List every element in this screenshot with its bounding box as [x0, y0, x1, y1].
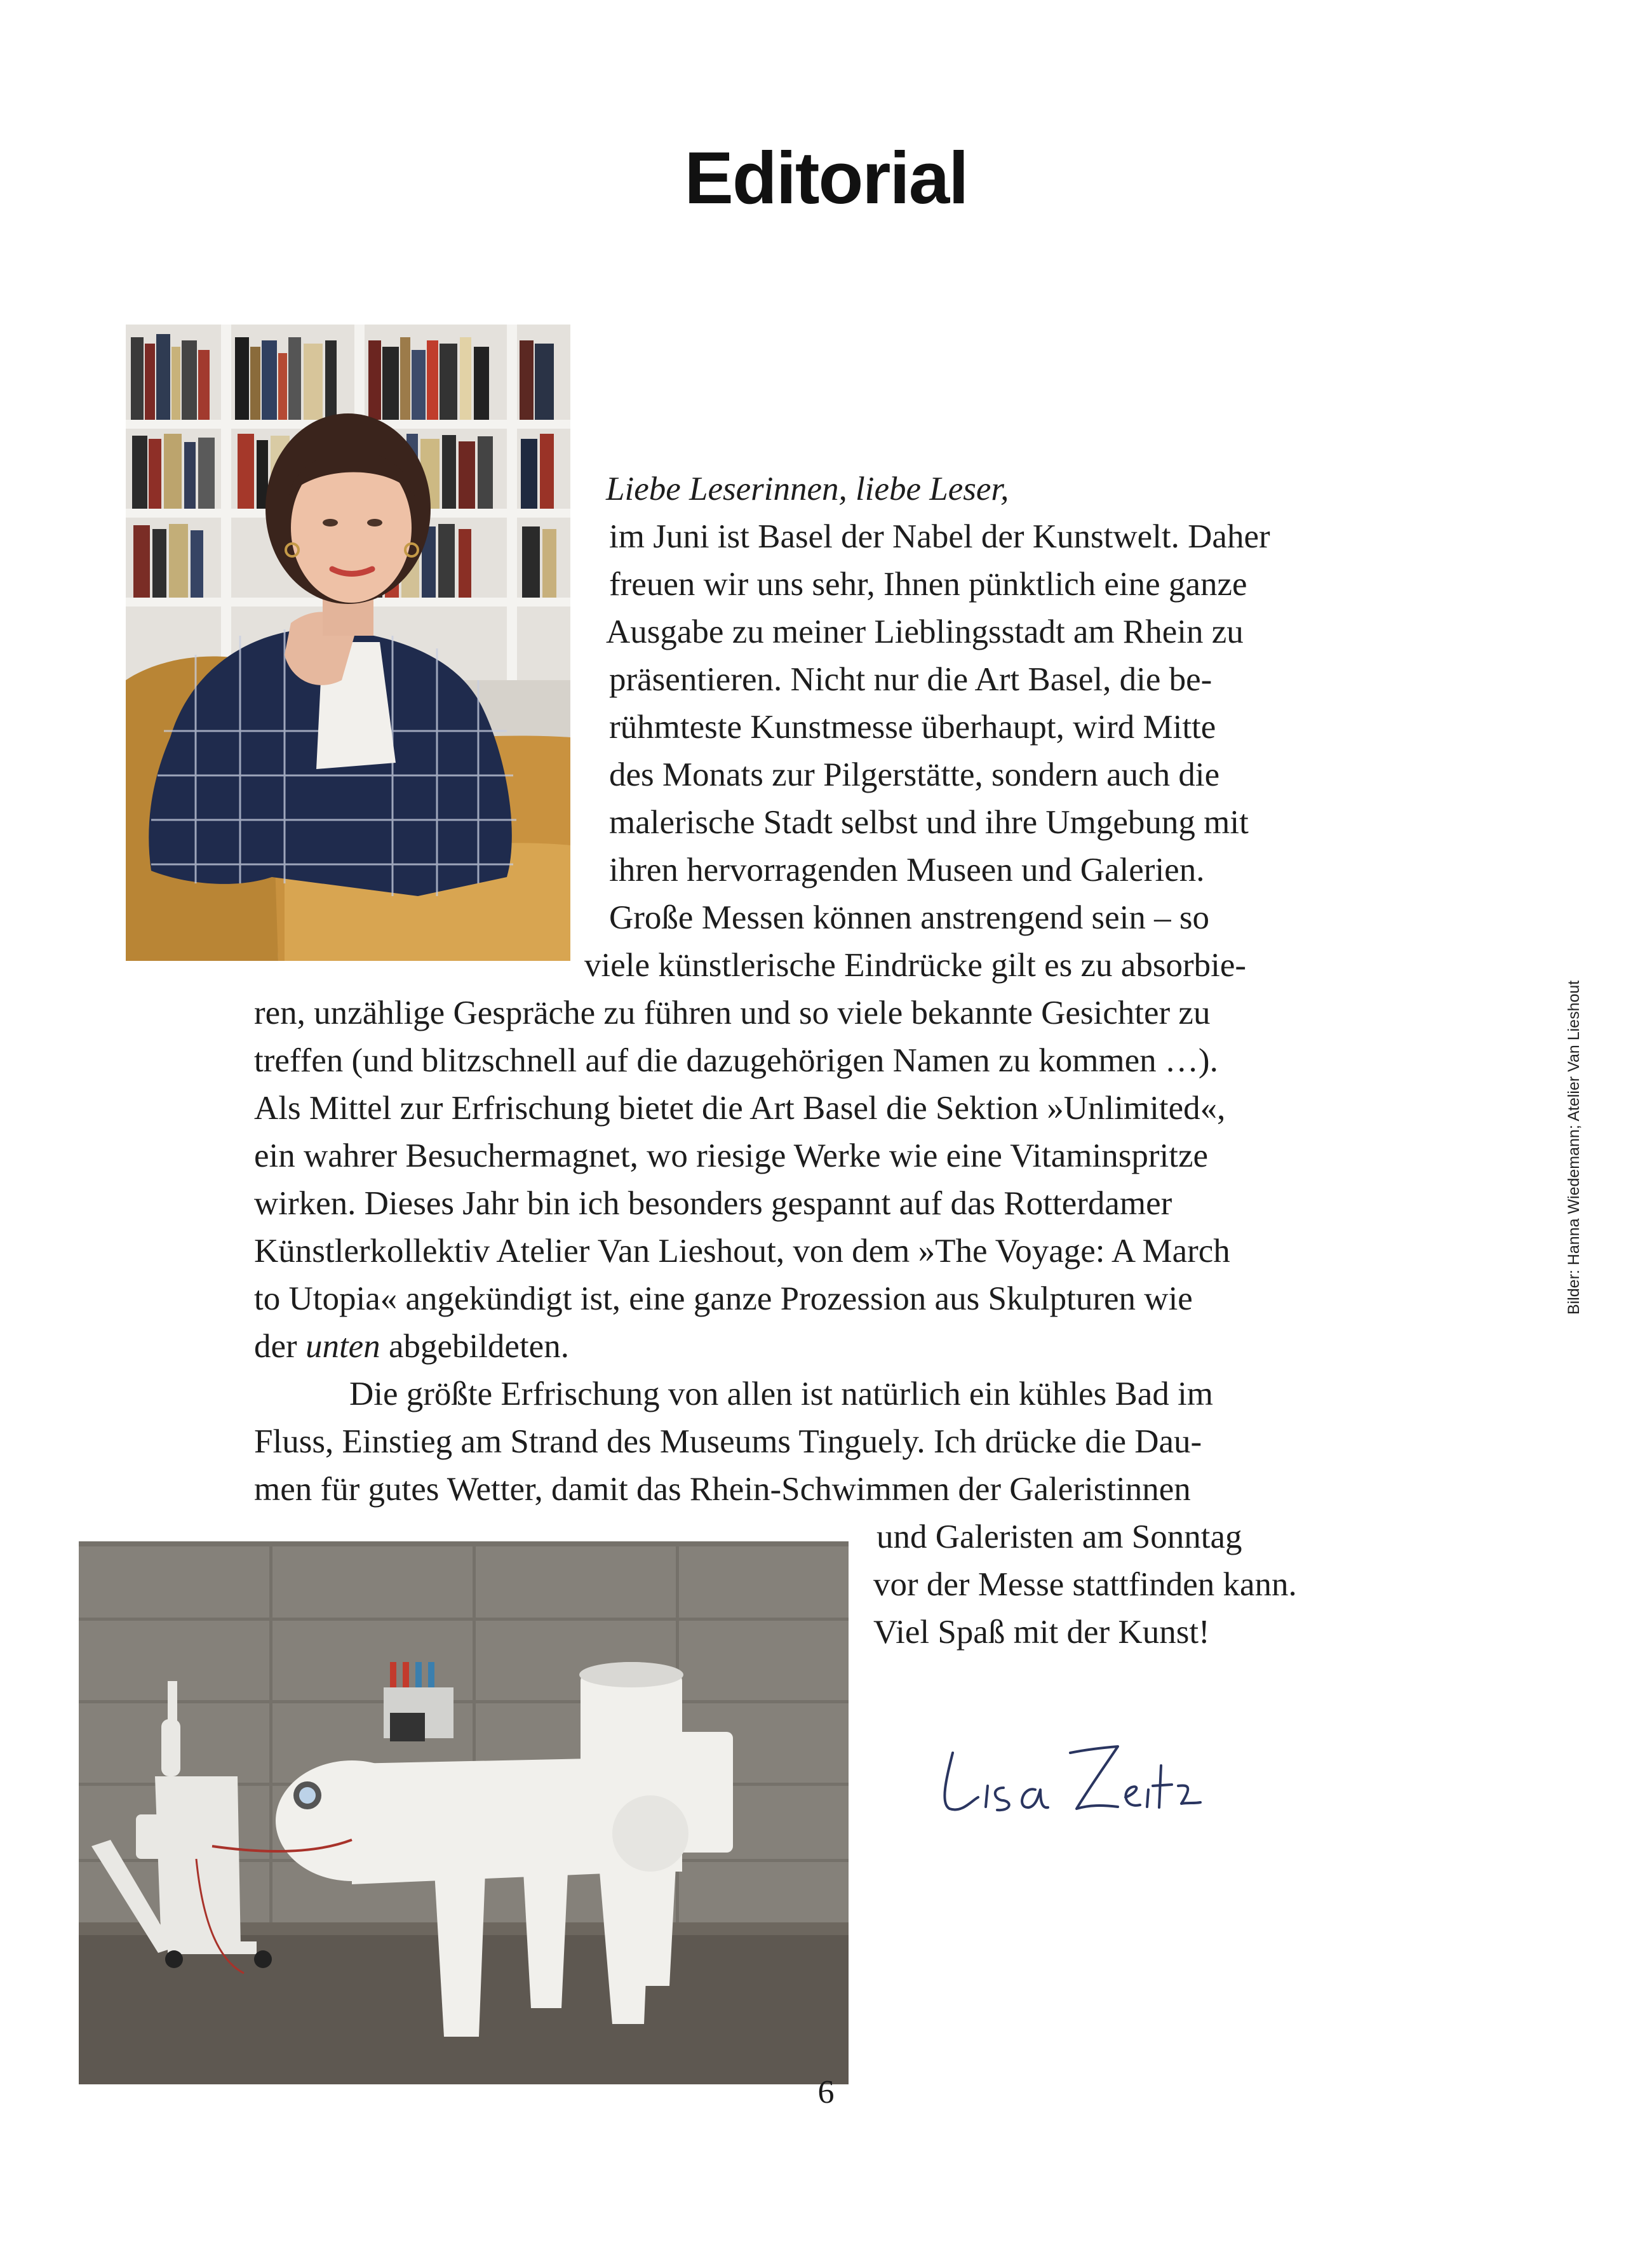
author-portrait-photo — [126, 325, 570, 961]
text-line: Große Messen können anstrengend sein – so — [609, 899, 1209, 936]
photo-credit: Bilder: Hanna Wiedemann; Atelier Van Lieshout — [1565, 980, 1583, 1315]
text-line: im Juni ist Basel der Nabel der Kunstwelt. Daher — [609, 518, 1270, 555]
text-line: viele künstlerische Eindrücke gilt es zu absorbie- — [584, 947, 1246, 984]
text-line: Ausgabe zu meiner Lieblingsstadt am Rhein zu — [606, 613, 1244, 650]
text-line: wirken. Dieses Jahr bin ich besonders gespannt auf das Rotterdamer — [254, 1185, 1172, 1222]
page-title: Editorial — [684, 137, 968, 219]
text-line: men für gutes Wetter, damit das Rhein-Schwimmen der Galeristinnen — [254, 1471, 1191, 1508]
text-line: vor der Messe stattfinden kann. — [873, 1566, 1297, 1603]
text-line: und Galeristen am Sonntag — [876, 1518, 1242, 1555]
sculpture-photo — [79, 1541, 849, 2084]
text-line: des Monats zur Pilgerstätte, sondern auch die — [609, 756, 1220, 793]
text-line: Künstlerkollektiv Atelier Van Lieshout, von dem »The Voyage: A March — [254, 1233, 1230, 1270]
text-line: Als Mittel zur Erfrischung bietet die Art Basel die Sektion »Unlimited«, — [254, 1090, 1226, 1127]
text-line: rühmteste Kunstmesse überhaupt, wird Mitte — [609, 709, 1216, 746]
salutation: Liebe Leserinnen, liebe Leser, — [606, 471, 1009, 507]
text-line: ein wahrer Besuchermagnet, wo riesige Werke wie eine Vitaminspritze — [254, 1137, 1209, 1174]
text-line: ren, unzählige Gespräche zu führen und so viele bekannte Gesichter zu — [254, 995, 1211, 1031]
text-line: Viel Spaß mit der Kunst! — [873, 1614, 1210, 1651]
text-line: malerische Stadt selbst und ihre Umgebung mit — [609, 804, 1249, 841]
text-line: Fluss, Einstieg am Strand des Museums Tinguely. Ich drücke die Dau- — [254, 1423, 1202, 1460]
text-line: präsentieren. Nicht nur die Art Basel, die be- — [609, 661, 1212, 698]
text-line-with-emphasis — [254, 1323, 569, 1371]
text-fragment: abgebildeten. — [388, 1328, 569, 1365]
text-line: treffen (und blitzschnell auf die dazugehörigen Namen zu kommen …). — [254, 1042, 1218, 1079]
page-number: 6 — [817, 2074, 835, 2110]
emphasized-word: unten — [305, 1328, 380, 1365]
text-line: freuen wir uns sehr, Ihnen pünktlich eine ganze — [609, 566, 1247, 603]
text-line: ihren hervorragenden Museen und Galerien. — [609, 852, 1205, 888]
text-line: to Utopia« angekündigt ist, eine ganze Prozession aus Skulpturen wie — [254, 1280, 1193, 1317]
text-fragment: der — [254, 1328, 297, 1365]
signature — [927, 1727, 1207, 1823]
text-line: Die größte Erfrischung von allen ist natürlich ein kühles Bad im — [349, 1376, 1214, 1412]
